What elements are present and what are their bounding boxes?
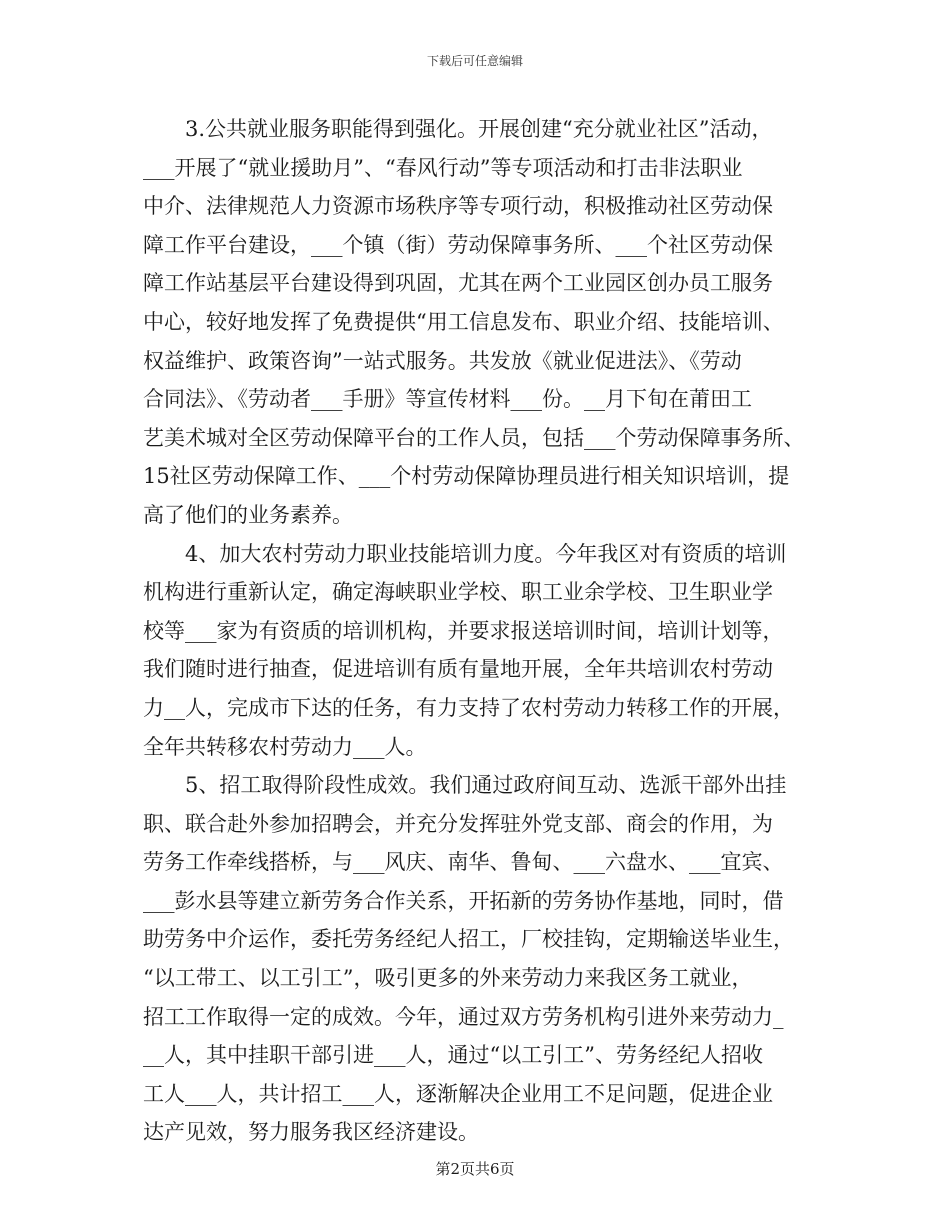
text-line: 合同法》、《劳动者___手册》等宣传材料___份。__月下旬在莆田工 (143, 387, 752, 412)
paragraph-5 (143, 766, 813, 1152)
text-line: 劳务工作牵线搭桥，与___风庆、南华、鲁甸、___六盘水、___宜宾、 (143, 850, 784, 875)
text-line: 职、联合赴外参加招聘会，并充分发挥驻外党支部、商会的作用，为 (143, 811, 773, 836)
text-line: 5、招工取得阶段性成效。我们通过政府间互动、选派干部外出挂 (185, 773, 787, 798)
text-line: 全年共转移农村劳动力___人。 (143, 734, 427, 759)
text-line: __人，其中挂职干部引进___人，通过“以工引工”、劳务经纪人招收 (143, 1043, 763, 1068)
text-line: 我们随时进行抽查，促进培训有质有量地开展，全年共培训农村劳动 (143, 657, 773, 682)
text-line: 障工作站基层平台建设得到巩固，尤其在两个工业园区创办员工服务 (143, 271, 773, 296)
text-line: 达产见效，努力服务我区经济建设。 (143, 1120, 479, 1145)
text-line: 助劳务中介运作，委托劳务经纪人招工，厂校挂钩，定期输送毕业生， (143, 927, 794, 952)
text-line: 艺美术城对全区劳动保障平台的工作人员，包括___个劳动保障事务所、 (143, 425, 805, 450)
text-line: ___开展了“就业援助月”、“春风行动”等专项活动和打击非法职业 (143, 155, 743, 180)
text-line: 15社区劳动保障工作、___个村劳动保障协理员进行相关知识培训，提 (143, 464, 790, 489)
paragraph-3 (143, 110, 813, 535)
text-line: 中介、法律规范人力资源市场秩序等专项行动，积极推动社区劳动保 (143, 194, 773, 219)
document-body (143, 110, 813, 1152)
text-line: ___彭水县等建立新劳务合作关系，开拓新的劳务协作基地，同时，借 (143, 888, 784, 913)
text-line: 权益维护、政策咨询”一站式服务。共发放《就业促进法》、《劳动 (143, 348, 742, 373)
text-line: 校等___家为有资质的培训机构，并要求报送培训时间，培训计划等， (143, 618, 784, 643)
text-line: 障工作平台建设，___个镇（街）劳动保障事务所、___个社区劳动保 (143, 232, 773, 257)
page-footer: 第2页共6页 (435, 1160, 515, 1178)
text-line: 力__人，完成市下达的任务，有力支持了农村劳动力转移工作的开展， (143, 695, 794, 720)
text-line: 3.公共就业服务职能得到强化。开展创建“充分就业社区”活动， (185, 117, 773, 141)
text-line: 高了他们的业务素养。 (143, 502, 353, 527)
text-line: 中心，较好地发挥了免费提供“用工信息发布、职业介绍、技能培训、 (143, 309, 784, 334)
text-line: 招工工作取得一定的成效。今年，通过双方劳务机构引进外来劳动力_ (143, 1004, 784, 1029)
text-line: 4、加大农村劳动力职业技能培训力度。今年我区对有资质的培训 (185, 541, 787, 566)
page-header: 下载后可任意编辑 (426, 54, 523, 68)
text-line: “以工带工、以工引工”，吸引更多的外来劳动力来我区务工就业， (143, 966, 753, 991)
text-line: 机构进行重新认定，确定海峡职业学校、职工业余学校、卫生职业学 (143, 580, 773, 605)
text-line: 工人___人，共计招工___人，逐渐解决企业用工不足问题，促进企业 (143, 1081, 773, 1106)
paragraph-4 (143, 535, 813, 767)
